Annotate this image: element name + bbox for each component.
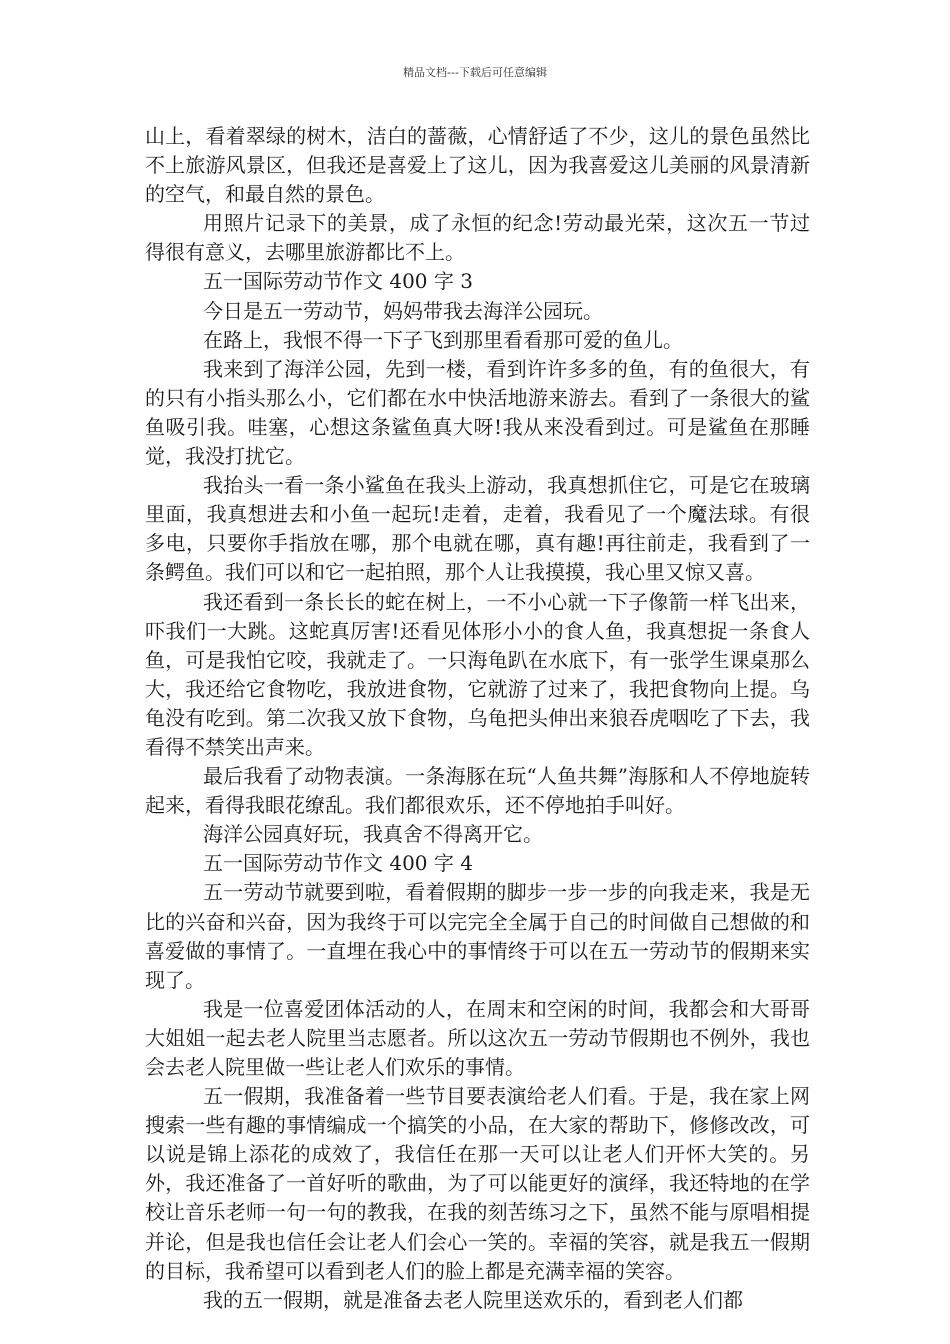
paragraph: 我的五一假期，就是准备去老人院里送欢乐的，看到老人们都	[203, 1287, 743, 1312]
paragraph: 我来到了海洋公园，先到一楼，看到许许多多的鱼，有的鱼很大，有的只有小指头那么小，它们都在水中快活地游来游去。看到了一条很大的鲨鱼吸引我。哇塞，心想这条鲨鱼真大呀!我从来没看到过。可是鲨鱼在那睡觉，我没打扰它。	[145, 356, 810, 469]
paragraph: 最后我看了动物表演。一条海豚在玩“人鱼共舞”海豚和人不停地旋转起来，看得我眼花缭乱。我们都很欢乐，还不停地拍手叫好。	[145, 764, 810, 818]
paragraph: 海洋公园真好玩，我真舍不得离开它。	[203, 822, 543, 847]
paragraph: 我抬头一看一条小鲨鱼在我头上游动，我真想抓住它，可是它在玻璃里面，我真想进去和小鱼一起玩!走着，走着，我看见了一个魔法球。有很多电，只要你手指放在哪，那个电就在哪，真有趣!再往前走，我看到了一条鳄鱼。我们可以和它一起拍照，那个人让我摸摸，我心里又惊又喜。	[145, 473, 810, 585]
paragraph: 五一劳动节就要到啦，看着假期的脚步一步一步的向我走来，我是无比的兴奋和兴奋，因为我终于可以完完全全属于自己的时间做自己想做的和喜爱做的事情了。一直埋在我心中的事情终于可以在五一劳动节的假期来实现了。	[145, 880, 810, 992]
paragraph: 五一假期，我准备着一些节目要表演给老人们看。于是，我在家上网搜索一些有趣的事情编成一个搞笑的小品，在大家的帮助下，修修改改，可以说是锦上添花的成效了，我信任在那一天可以让老人们开怀大笑的。另外，我还准备了一首好听的歌曲，为了可以能更好的演绎，我还特地的在学校让音乐老师一句一句的教我，在我的刻苦练习之下，虽然不能与原唱相提并论，但是我也信任会让老人们会心一笑的。幸福的笑容，就是我五一假期的目标，我希望可以看到老人们的脸上都是充满幸福的笑容。	[145, 1084, 810, 1283]
paragraph-continuation: 山上，看着翠绿的树木，洁白的蔷薇，心情舒适了不少，这儿的景色虽然比不上旅游风景区，但我还是喜爱上了这儿，因为我喜爱这儿美丽的风景清新的空气，和最自然的景色。	[145, 124, 810, 207]
paragraph: 我还看到一条长长的蛇在树上，一不小心就一下子像箭一样飞出来，吓我们一大跳。这蛇真厉害!还看见体形小小的食人鱼，我真想捉一条食人鱼，可是我怕它咬，我就走了。一只海龟趴在水底下，有一张学生课桌那么大，我还给它食物吃，我放进食物，它就游了过来了，我把食物向上提。乌龟没有吃到。第二次我又放下食物，乌龟把头伸出来狼吞虎咽吃了下去，我看得不禁笑出声来。	[145, 589, 810, 759]
document-body	[145, 122, 810, 1315]
paragraph: 用照片记录下的美景，成了永恒的纪念!劳动最光荣，这次五一节过得很有意义，去哪里旅游都比不上。	[145, 211, 810, 265]
paragraph: 我是一位喜爱团体活动的人，在周末和空闲的时间，我都会和大哥哥大姐姐一起去老人院里当志愿者。所以这次五一劳动节假期也不例外，我也会去老人院里做一些让老人们欢乐的事情。	[145, 996, 810, 1079]
paragraph: 在路上，我恨不得一下子飞到那里看看那可爱的鱼儿。	[203, 327, 683, 352]
paragraph: 今日是五一劳动节，妈妈带我去海洋公园玩。	[203, 298, 603, 323]
section-heading: 五一国际劳动节作文 400 字 3	[203, 269, 473, 294]
page-header: 精品文档---下载后可任意编辑	[403, 66, 547, 79]
section-heading: 五一国际劳动节作文 400 字 4	[203, 851, 473, 876]
